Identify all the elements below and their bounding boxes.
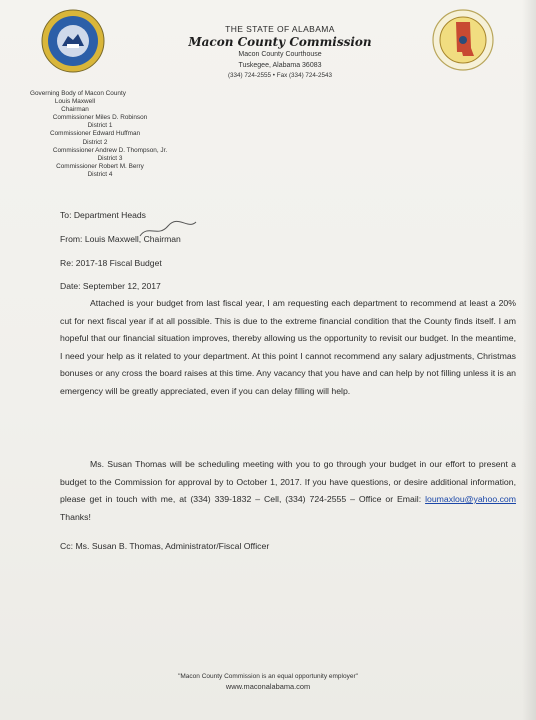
phone-fax: (334) 724-2555 • Fax (334) 724-2543 (227, 72, 333, 79)
member-role: District 1 (87, 122, 113, 130)
footer-motto: "Macon County Commission is an equal opportunity employer" (178, 673, 358, 680)
member-role: District 4 (87, 170, 113, 178)
member-name: Commissioner Andrew D. Thompson, Jr. (52, 146, 168, 154)
governing-body-heading: Governing Body of Macon County (30, 90, 126, 97)
commission-name: Macon County Commission (188, 35, 372, 49)
paragraph-1-text: Attached is your budget from last fiscal year, I am requesting each department to recommend at least a 20% cut for next fiscal year if at all possible. This is due to the extreme financial condition that the County finds itself. I am hopeful that our financial situation improves, thereby allowing us the opportunity to revisit our budget. In the meantime, I need your help as it related to your department. At this point I cannot recommend any salary adjustments, Christmas bonuses or any cross the board raises at this time. Any vacancy that you have and can help by not filling unless it is an emergency will be greatly appreciated, even if you can delay filling will help. (60, 298, 516, 396)
member-name: Louis Maxwell (54, 98, 96, 106)
state-title: THE STATE OF ALABAMA (225, 24, 335, 34)
member-name: Commissioner Edward Huffman (49, 130, 141, 138)
member-name: Commissioner Robert M. Berry (56, 162, 144, 170)
memo-from: From: Louis Maxwell, Chairman (60, 234, 181, 244)
signature-icon (138, 218, 198, 242)
alabama-state-seal-icon (431, 8, 495, 72)
email-link[interactable]: loumaxlou@yahoo.com (425, 494, 516, 505)
governing-body-list (30, 90, 190, 179)
county-seal-icon (40, 8, 106, 74)
page-edge-shadow (522, 0, 536, 720)
body-paragraph-1 (60, 295, 516, 401)
address-line-2: Tuskegee, Alabama 36083 (238, 61, 322, 69)
cc-line: Cc: Ms. Susan B. Thomas, Administrator/Fiscal Officer (60, 541, 270, 551)
member-name: Commissioner Miles D. Robinson (52, 114, 148, 122)
body-paragraph-2 (60, 456, 516, 526)
member-role: District 2 (82, 138, 108, 146)
memo-to: To: Department Heads (60, 210, 146, 220)
memo-re: Re: 2017-18 Fiscal Budget (60, 258, 162, 268)
member-role: Chairman (61, 106, 89, 114)
footer-website[interactable]: www.maconalabama.com (225, 682, 311, 691)
letterhead (160, 4, 400, 79)
paragraph-2-main: Ms. Susan Thomas will be scheduling meeting with you to go through your budget in our effort to present a budget to the Commission for approval by to October 1, 2017. If you have questions, or desire additional information, please get in touch with me, at (334) 339-1832 – Cell, (334) 724-2555 – Office or Email: (60, 459, 516, 505)
member-role: District 3 (97, 154, 123, 162)
paragraph-2-text (60, 456, 516, 526)
memo-date: Date: September 12, 2017 (60, 281, 161, 291)
paragraph-2-end: Thanks! (60, 511, 91, 522)
address-line-1: Macon County Courthouse (238, 51, 322, 58)
footer (150, 672, 386, 692)
